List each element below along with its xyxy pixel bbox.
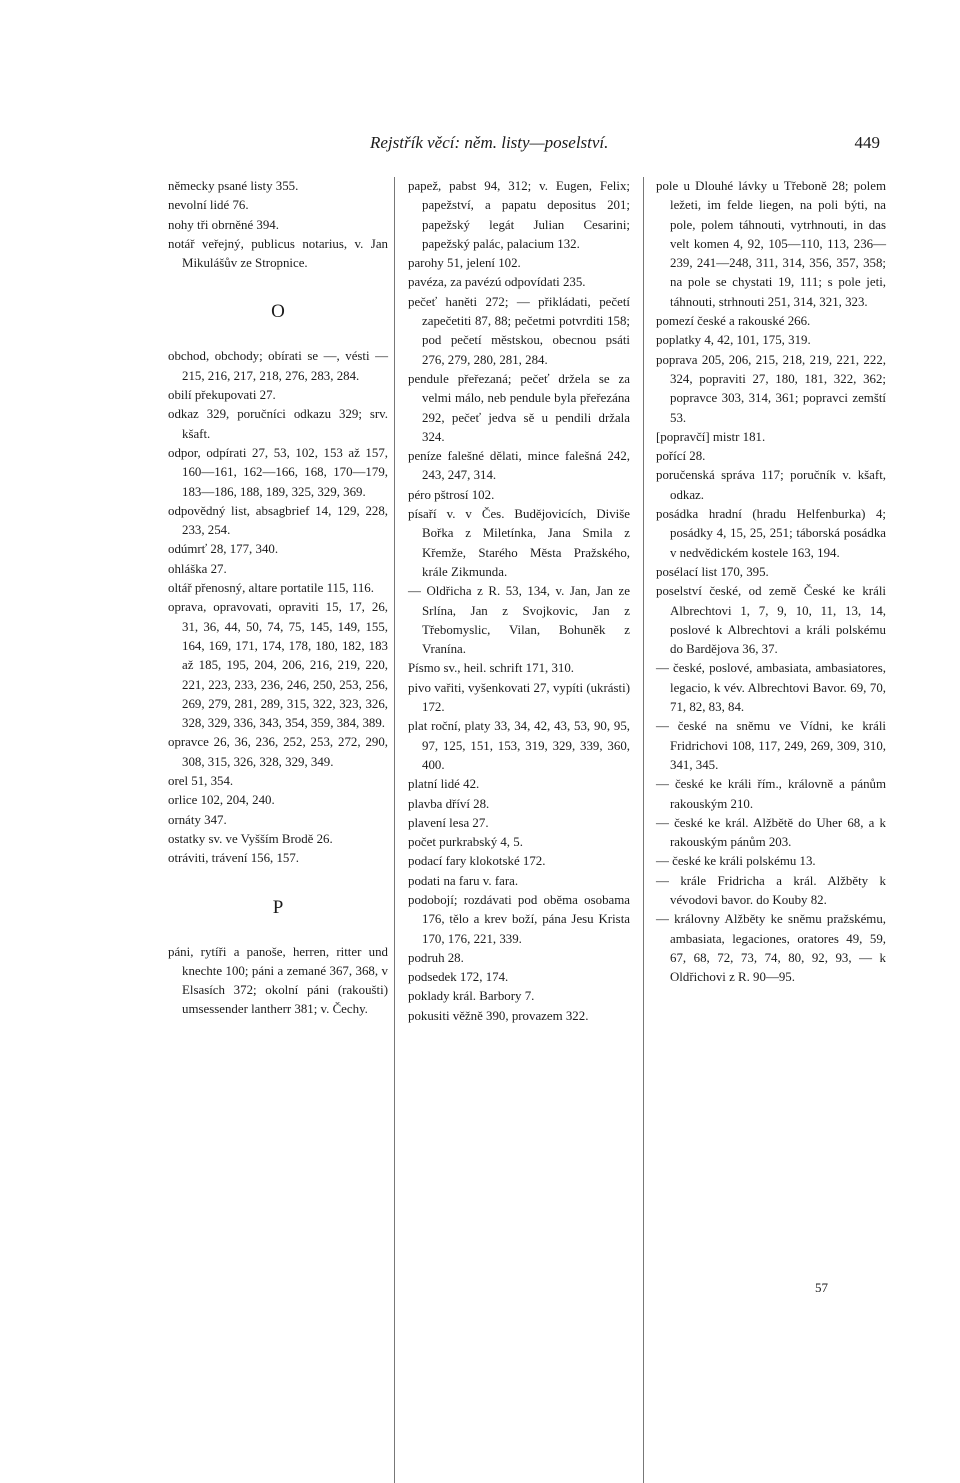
index-entry: pivo vařiti, vyšenkovati 27, vypíti (ukrásti) 172. — [408, 680, 630, 715]
index-entry: péro pštrosí 102. — [408, 487, 495, 502]
index-entry: ornáty 347. — [168, 812, 227, 827]
index-entry: — české ke králi řím., královně a pánům rakouským 210. — [656, 777, 886, 811]
index-entry: [popravčí] mistr 181. — [656, 429, 766, 444]
index-entry: pavéza, za pavézú odpovídati 235. — [408, 275, 586, 290]
index-entry: parohy 51, jelení 102. — [408, 256, 521, 271]
index-entry: — Oldřicha z R. 53, 134, v. Jan, Jan ze Srlína, Jan z Svojkovic, Jan z Třebomyslic, Vilan, Bohuněk z Vranína. — [408, 584, 630, 657]
column-rule-right — [643, 177, 644, 1483]
index-entry: oprava, opravovati, opraviti 15, 17, 26, 31, 36, 44, 50, 74, 75, 145, 149, 155, 164, 169, 171, 174, 178, 180, 182, 183 až 185, 195, 204, 206, 216, 219, 220, 221, 223, 233, 236, 246, 250, 253, 256, 269, 279, 281, 289, 315, 322, 323, 326, 328, 329, 336, 343, 354, 359, 384, 389. — [168, 600, 388, 731]
index-entry: peníze falešné dělati, mince falešná 242, 243, 247, 314. — [408, 449, 630, 483]
index-entry: podobojí; rozdávati pod oběma osobama 176, tělo a krev boží, pána Jesu Krista 170, 176, 221, 339. — [408, 892, 630, 946]
index-entry: ostatky sv. ve Vyšším Brodě 26. — [168, 831, 333, 846]
index-entry: plat roční, platy 33, 34, 42, 43, 53, 90, 95, 97, 125, 151, 153, 319, 329, 339, 360, 400. — [408, 719, 630, 772]
index-column-3 — [656, 177, 886, 987]
index-column-1 — [168, 177, 388, 1020]
index-entry: orlice 102, 204, 240. — [168, 793, 275, 808]
index-entry: otráviti, trávení 156, 157. — [168, 851, 300, 866]
index-entry: posádka hradní (hradu Helfenburka) 4; posádky 4, 15, 25, 251; táborská posádka v nedvědickém kostele 163, 194. — [656, 507, 886, 560]
index-entry: podati na faru v. fara. — [408, 873, 519, 888]
index-entry: písaří v. v Čes. Budějovicích, Diviše Bořka z Miletínka, Jana Smila z Křemže, Starého Města Pražského, krále Zikmunda. — [408, 507, 630, 579]
index-entry: odpovědný list, absagbrief 14, 129, 228, 233, 254. — [168, 503, 388, 538]
index-entry: Písmo sv., heil. schrift 171, 310. — [408, 661, 575, 676]
running-head-title: Rejstřík věcí: něm. listy—poselství. — [370, 133, 609, 152]
index-entry: ohláška 27. — [168, 561, 227, 576]
index-entry: odpor, odpírati 27, 53, 102, 153 až 157, 160—161, 162—166, 168, 170—179, 183—186, 188, 189, 325, 329, 369. — [168, 445, 388, 499]
index-column-2 — [408, 177, 630, 1026]
index-entry: poklady král. Barbory 7. — [408, 989, 535, 1004]
index-entry: platní lidé 42. — [408, 777, 480, 792]
section-letter: O — [271, 301, 285, 323]
column-rule-left — [394, 177, 395, 1483]
index-entry: — české, poslové, ambasiata, ambasiatores, legacio, k vév. Albrechtovi Bavor. 69, 70, 71, 82, 83, 84. — [656, 661, 886, 715]
index-entry: — české ke král. Alžbětě do Uher 68, a k rakouským pánům 203. — [656, 815, 886, 850]
index-entry: — české ke králi polskému 13. — [656, 854, 816, 869]
index-entry: podací fary klokotské 172. — [408, 854, 546, 869]
index-entry: pečeť haněti 272; — přikládati, pečetí zapečetiti 87, 88; pečetmi potvrditi 158; pod pečetí městskou, obecnou psáti 276, 279, 280, 281, 284. — [408, 294, 630, 367]
section-letter: P — [272, 896, 284, 918]
index-entry: — krále Fridricha a král. Alžběty k vévodovi bavor. do Kouby 82. — [656, 873, 886, 907]
index-entry: německy psané listy 355. — [168, 179, 299, 193]
index-entry: obilí překupovati 27. — [168, 388, 276, 403]
index-entry: pořící 28. — [656, 449, 706, 464]
index-entry: orel 51, 354. — [168, 774, 234, 789]
index-entry: pomezí české a rakouské 266. — [656, 314, 811, 329]
index-entry: pendule přeřezaná; pečeť držela se za velmi málo, neb pendule byla přeřezána 292, pečeť jedva sě u pendili držala 324. — [408, 371, 630, 444]
index-entry: poplatky 4, 42, 101, 175, 319. — [656, 333, 811, 348]
index-entry: — české na sněmu ve Vídni, ke králi Fridrichovi 108, 117, 249, 269, 309, 310, 341, 345. — [656, 719, 886, 772]
index-entry: poprava 205, 206, 215, 218, 219, 221, 222, 324, popraviti 27, 180, 181, 322, 362; popravce 303, 314, 361; popravci zemští 53. — [656, 352, 886, 425]
index-entry: nohy tři obrněné 394. — [168, 217, 279, 232]
signature-mark: 57 — [815, 1280, 828, 1295]
index-entry: pole u Dlouhé lávky u Třeboně 28; polem ležeti, im felde liegen, na poli býti, na pole, polem táhnouti, vytrhnouti, in das velt komen 4, 92, 105—110, 113, 236—239, 241—248, 311, 314, 356, 357, 358; na pole se chystati 19, 111; s pole jeti, táhnouti, strhnouti 251, 314, 321, 323. — [656, 179, 886, 309]
index-entry: pokusiti věžně 390, provazem 322. — [408, 1008, 589, 1023]
index-entry: odúmrť 28, 177, 340. — [168, 542, 279, 557]
index-entry: obchod, obchody; obírati se —, vésti — 215, 216, 217, 218, 276, 283, 284. — [168, 349, 388, 383]
index-entry: podsedek 172, 174. — [408, 970, 509, 985]
index-entry: podruh 28. — [408, 950, 464, 965]
index-entry: oltář přenosný, altare portatile 115, 116. — [168, 581, 374, 596]
index-entry: poselství české, od země České ke králi Albrechtovi 1, 7, 9, 10, 11, 13, 14, poslové k Albrechtovi a králi polskému do Bardějova 36, 37. — [656, 584, 886, 657]
index-entry: plavba dříví 28. — [408, 796, 490, 811]
index-entry: počet purkrabský 4, 5. — [408, 835, 523, 850]
index-entry: plavení lesa 27. — [408, 815, 489, 830]
index-entry: posélací list 170, 395. — [656, 564, 769, 579]
index-entry: — královny Alžběty ke sněmu pražskému, ambasiata, legaciones, oratores 49, 59, 67, 68, 72, 73, 74, 80, 92, 93, — k Oldřichovi z R. 90—95. — [656, 912, 886, 985]
index-entry: páni, rytíři a panoše, herren, ritter und knechte 100; páni a zemané 367, 368, v Elsasích 372; okolní páni (rakoušti) umsessender lantherr 381; v. Čechy. — [168, 944, 388, 1017]
index-entry: opravce 26, 36, 236, 252, 253, 272, 290, 308, 315, 326, 328, 329, 349. — [168, 735, 388, 769]
page-number: 449 — [854, 133, 880, 152]
index-entry: odkaz 329, poručníci odkazu 329; srv. kšaft. — [168, 407, 388, 441]
index-entry: nevolní lidé 76. — [168, 198, 249, 213]
index-entry: notář veřejný, publicus notarius, v. Jan Mikulášův ze Stropnice. — [168, 236, 388, 271]
index-entry: poručenská správa 117; poručník v. kšaft, odkaz. — [656, 468, 886, 502]
index-entry: papež, pabst 94, 312; v. Eugen, Felix; papežství, a papatu depositus 201; papežský legát Julian Cesarini; papežský palác, palacium 132. — [408, 179, 630, 251]
